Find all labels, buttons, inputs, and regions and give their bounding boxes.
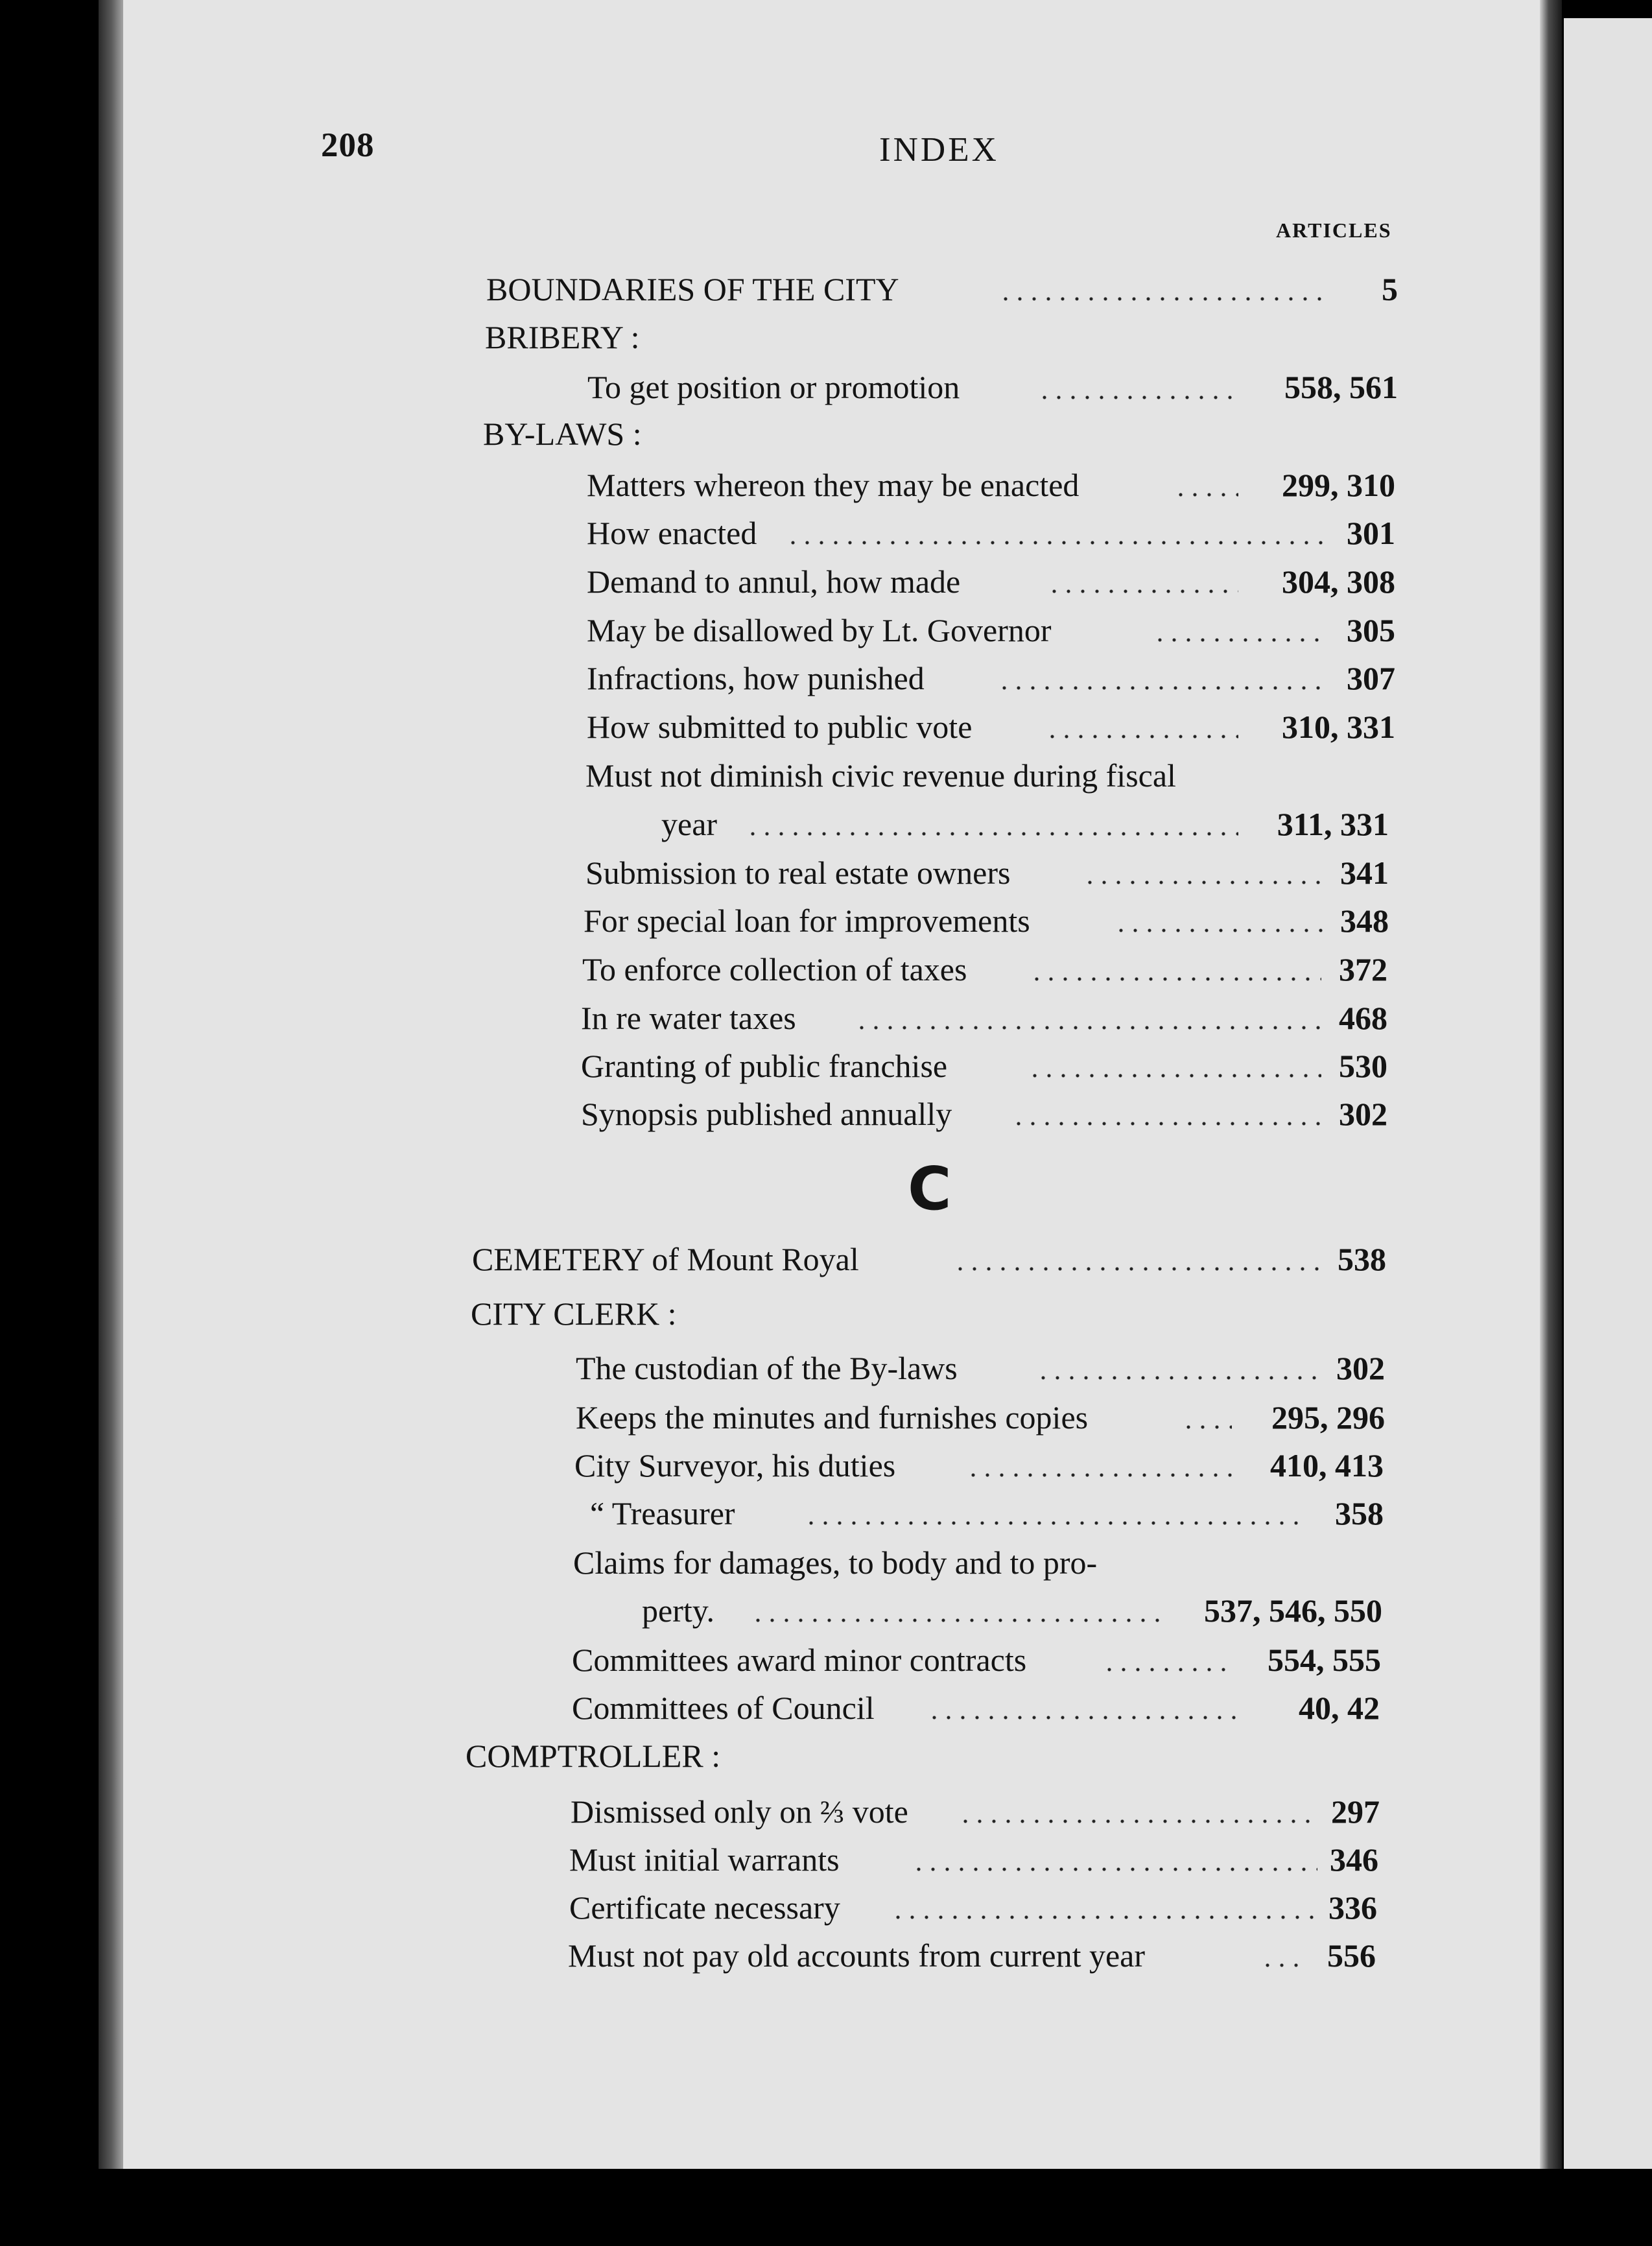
index-entry: Claims for damages, to body and to pro- <box>573 1544 1098 1581</box>
index-entry: Keeps the minutes and furnishes copies <box>576 1399 1089 1436</box>
leader-dots <box>1037 396 1238 399</box>
article-ref: 307 <box>1347 660 1395 696</box>
leader-dots <box>1028 1074 1321 1078</box>
index-entry: To get position or promotion <box>587 369 960 405</box>
leader-dots <box>1153 638 1323 642</box>
article-ref: 558, 561 <box>1284 369 1398 405</box>
index-entry: Granting of public franchise <box>581 1048 948 1084</box>
index-heading-city-clerk: CITY CLERK : <box>471 1295 677 1332</box>
index-entry: “ Treasurer <box>590 1495 735 1531</box>
index-entry: Committees of Council <box>572 1690 875 1726</box>
index-entry: Must initial warrants <box>569 1841 840 1878</box>
article-ref: 304, 308 <box>1282 563 1395 600</box>
index-entry: Certificate necessary <box>569 1889 840 1926</box>
leader-dots <box>1036 1376 1320 1380</box>
leader-dots <box>891 1915 1316 1919</box>
article-ref: 346 <box>1330 1841 1378 1878</box>
index-heading-boundaries: BOUNDARIES OF THE CITY <box>486 271 899 307</box>
article-ref: 556 <box>1327 1937 1376 1974</box>
article-ref: 302 <box>1336 1350 1385 1386</box>
article-ref: 538 <box>1338 1241 1386 1277</box>
leader-dots <box>1114 928 1323 932</box>
leader-dots <box>786 541 1323 545</box>
article-ref: 297 <box>1331 1793 1380 1830</box>
article-ref: 310, 331 <box>1282 709 1395 745</box>
leader-dots <box>1030 977 1321 981</box>
article-ref: 311, 331 <box>1277 806 1389 842</box>
article-ref: 468 <box>1339 1000 1387 1036</box>
index-heading-by-laws: BY-LAWS : <box>483 416 642 452</box>
index-entry: How submitted to public vote <box>587 709 973 745</box>
article-ref: 410, 413 <box>1270 1447 1384 1484</box>
leader-dots <box>1047 589 1238 593</box>
leader-dots <box>1174 493 1238 497</box>
leader-dots <box>1181 1425 1232 1429</box>
index-entry: City Surveyor, his duties <box>574 1447 896 1484</box>
leader-dots <box>1102 1668 1232 1672</box>
leader-dots <box>966 1473 1236 1477</box>
leader-dots <box>855 1026 1321 1030</box>
index-entry: The custodian of the By-laws <box>576 1350 958 1386</box>
article-ref: 554, 555 <box>1268 1642 1381 1678</box>
leader-dots <box>997 686 1323 690</box>
index-entry: To enforce collection of taxes <box>582 951 967 987</box>
leader-dots <box>958 1819 1317 1823</box>
leader-dots <box>1011 1122 1321 1126</box>
leader-dots <box>1083 881 1323 884</box>
index-entry: Must not diminish civic revenue during fiscal <box>585 757 1176 794</box>
article-ref: 372 <box>1339 951 1387 987</box>
leader-dots <box>998 297 1323 301</box>
index-heading-cemetery: CEMETERY of Mount Royal <box>472 1241 859 1277</box>
index-entry: Must not pay old accounts from current year <box>568 1937 1146 1974</box>
article-ref: 295, 296 <box>1271 1399 1385 1436</box>
articles-column-label: ARTICLES <box>1276 219 1392 242</box>
article-ref: 5 <box>1382 271 1398 307</box>
section-letter-c: C <box>908 1154 952 1223</box>
article-ref: 537, 546, 550 <box>1204 1592 1382 1629</box>
index-entry-continued: year <box>661 806 718 842</box>
index-entry-continued: perty. <box>642 1592 714 1629</box>
leader-dots <box>751 1618 1159 1622</box>
page-gutter-shadow <box>1540 0 1562 2169</box>
index-entry: Synopsis published annually <box>581 1096 952 1132</box>
index-entry: May be disallowed by Lt. Governor <box>587 612 1052 648</box>
leader-dots <box>1045 735 1238 739</box>
index-heading-comptroller: COMPTROLLER : <box>466 1738 721 1774</box>
leader-dots <box>912 1867 1317 1871</box>
page-number: 208 <box>321 126 375 164</box>
leader-dots <box>804 1521 1307 1525</box>
article-ref: 299, 310 <box>1282 467 1395 503</box>
index-entry: How enacted <box>587 515 757 551</box>
index-entry: Committees award minor contracts <box>572 1642 1027 1678</box>
article-ref: 341 <box>1340 855 1389 891</box>
leader-dots <box>953 1267 1321 1271</box>
leader-dots <box>927 1716 1236 1720</box>
index-entry: Demand to annul, how made <box>587 563 961 600</box>
article-ref: 348 <box>1340 903 1389 939</box>
index-entry: Infractions, how punished <box>587 660 925 696</box>
index-entry: Submission to real estate owners <box>585 855 1011 891</box>
page-title: INDEX <box>879 131 999 169</box>
index-heading-bribery: BRIBERY : <box>485 319 640 355</box>
index-entry: Dismissed only on ⅔ vote <box>571 1793 908 1830</box>
leader-dots <box>1260 1963 1299 1967</box>
article-ref: 40, 42 <box>1299 1690 1380 1726</box>
index-entry: Matters whereon they may be enacted <box>587 467 1080 503</box>
article-ref: 336 <box>1328 1889 1377 1926</box>
index-entry: For special loan for improvements <box>584 903 1030 939</box>
adjacent-page-edge <box>1564 18 1652 2169</box>
article-ref: 530 <box>1339 1048 1387 1084</box>
index-entry: In re water taxes <box>581 1000 796 1036</box>
article-ref: 302 <box>1339 1096 1387 1132</box>
article-ref: 358 <box>1335 1495 1384 1531</box>
leader-dots <box>746 832 1238 836</box>
article-ref: 301 <box>1347 515 1395 551</box>
article-ref: 305 <box>1347 612 1395 648</box>
